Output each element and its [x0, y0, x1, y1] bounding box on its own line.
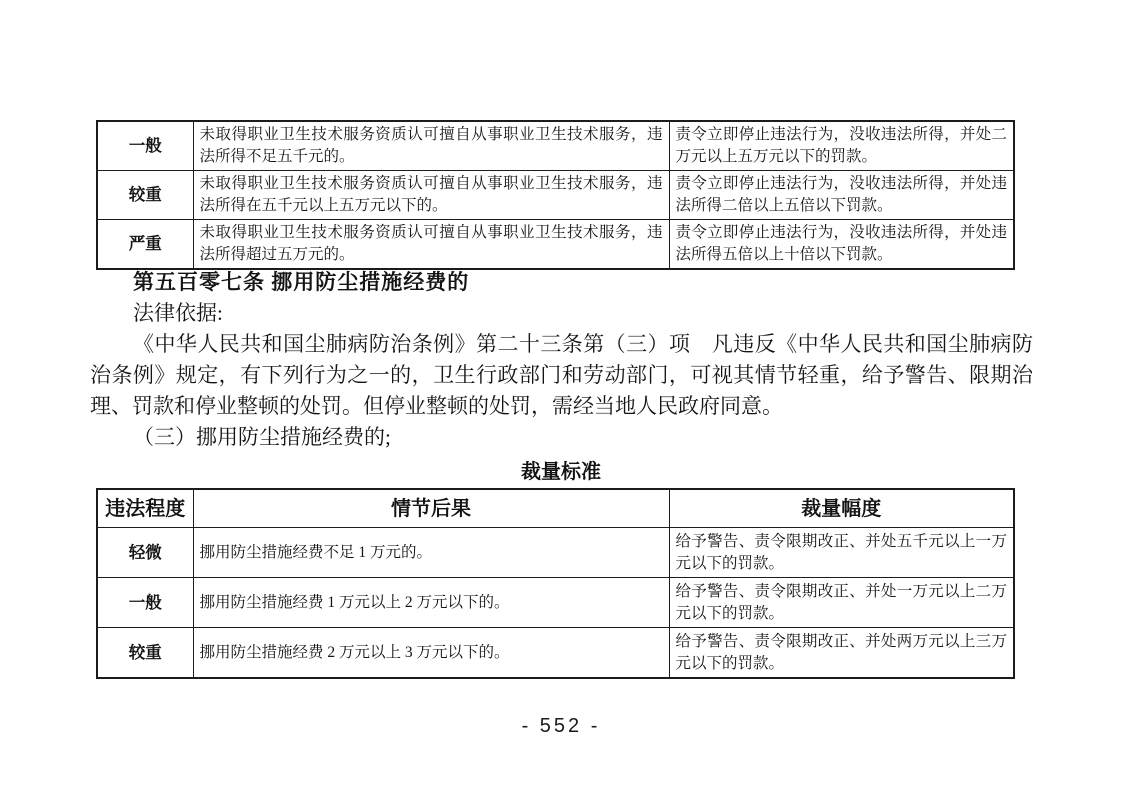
penalty-cell: 责令立即停止违法行为，没收违法所得，并处违法所得二倍以上五倍以下罚款。	[669, 171, 1014, 220]
legal-basis-label: 法律依据:	[133, 301, 223, 325]
article-item-text: （三）挪用防尘措施经费的;	[133, 425, 391, 449]
degree-cell: 严重	[97, 220, 193, 270]
column-header-circumstance: 情节后果	[193, 489, 669, 528]
table-row	[97, 578, 1014, 628]
penalty-cell: 给予警告、责令限期改正、并处一万元以上二万元以下的罚款。	[669, 578, 1014, 628]
table-row	[97, 171, 1014, 220]
penalty-cell: 责令立即停止违法行为，没收违法所得，并处违法所得五倍以上十倍以下罚款。	[669, 220, 1014, 270]
table-row	[97, 121, 1014, 171]
degree-cell: 一般	[97, 121, 193, 171]
penalty-cell: 责令立即停止违法行为，没收违法所得，并处二万元以上五万元以下的罚款。	[669, 121, 1014, 171]
continuation-discretion-table	[96, 120, 1015, 270]
degree-cell: 较重	[97, 628, 193, 679]
table-row	[97, 220, 1014, 270]
article-title: 第五百零七条 挪用防尘措施经费的	[133, 270, 470, 294]
legal-basis-text: 《中华人民共和国尘肺病防治条例》第二十三条第（三）项 凡违反《中华人民共和国尘肺病防治条例》规定，有下列行为之一的，卫生行政部门和劳动部门，可视其情节轻重，给予警告、限期治理、罚款和停业整顿的处罚。但停业整顿的处罚，需经当地人民政府同意。	[90, 332, 1033, 418]
table-header-row	[97, 489, 1014, 528]
column-header-penalty: 裁量幅度	[669, 489, 1014, 528]
discretion-standard-table	[96, 488, 1015, 679]
circumstance-cell: 挪用防尘措施经费不足 1 万元的。	[193, 528, 669, 578]
degree-cell: 较重	[97, 171, 193, 220]
degree-cell: 一般	[97, 578, 193, 628]
circumstance-cell: 挪用防尘措施经费 2 万元以上 3 万元以下的。	[193, 628, 669, 679]
column-header-degree: 违法程度	[97, 489, 193, 528]
circumstance-cell: 未取得职业卫生技术服务资质认可擅自从事职业卫生技术服务，违法所得超过五万元的。	[193, 220, 669, 270]
page-number: - 552 -	[521, 715, 601, 737]
discretion-standard-title: 裁量标准	[521, 461, 601, 483]
table-row	[97, 528, 1014, 578]
circumstance-cell: 未取得职业卫生技术服务资质认可擅自从事职业卫生技术服务，违法所得在五千元以上五万元以下的。	[193, 171, 669, 220]
penalty-cell: 给予警告、责令限期改正、并处两万元以上三万元以下的罚款。	[669, 628, 1014, 679]
circumstance-cell: 未取得职业卫生技术服务资质认可擅自从事职业卫生技术服务，违法所得不足五千元的。	[193, 121, 669, 171]
degree-cell: 轻微	[97, 528, 193, 578]
circumstance-cell: 挪用防尘措施经费 1 万元以上 2 万元以下的。	[193, 578, 669, 628]
article-section	[90, 267, 1033, 453]
table-row	[97, 628, 1014, 679]
penalty-cell: 给予警告、责令限期改正、并处五千元以上一万元以下的罚款。	[669, 528, 1014, 578]
